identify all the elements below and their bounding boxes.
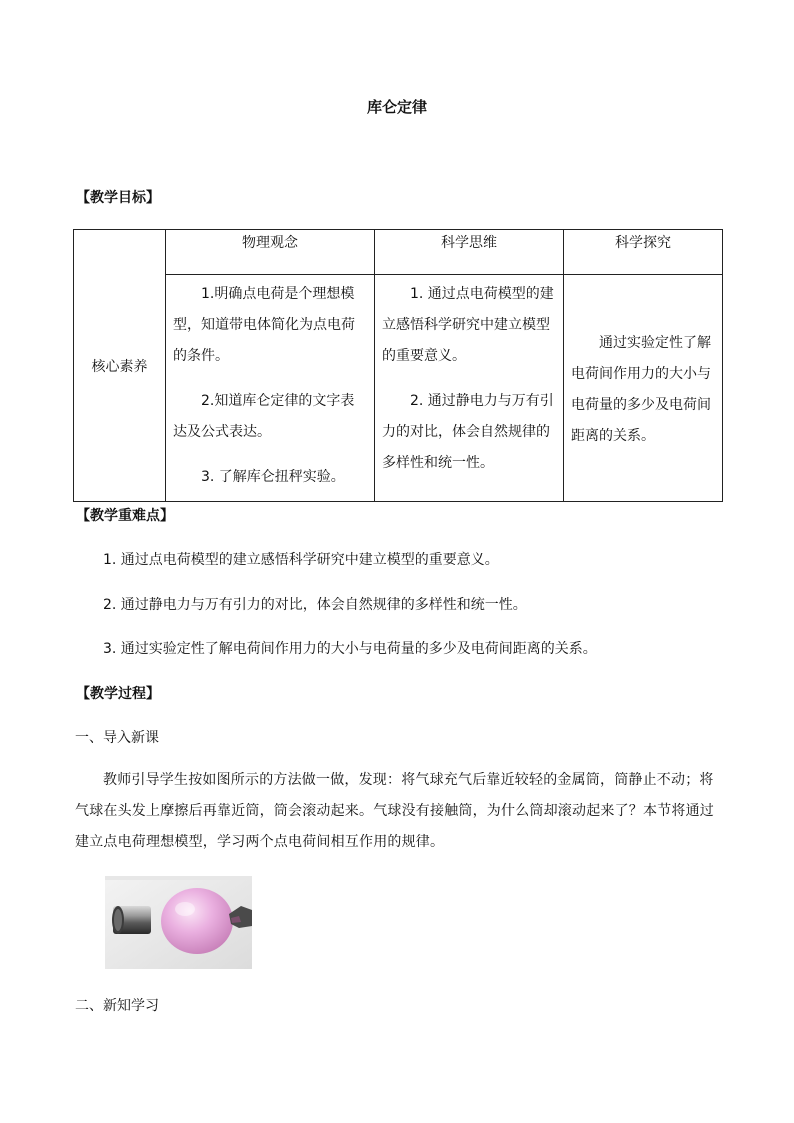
goal-item: 1.明确点电荷是个理想模型，知道带电体简化为点电荷的条件。: [173, 286, 355, 364]
goal-item: 2. 通过静电力与万有引力的对比，体会自然规律的多样性和统一性。: [382, 393, 554, 471]
part-heading-intro: 一、导入新课: [75, 730, 159, 746]
intro-paragraph: 教师引导学生按如图所示的方法做一做，发现：将气球充气后靠近较轻的金属筒，筒静止不动；将气球在头发上摩擦后再靠近筒，筒会滚动起来。气球没有接触筒，为什么筒却滚动起来了？本节将通过建立点电荷理想模型，学习两个点电荷间相互作用的规律。: [75, 772, 714, 850]
goal-item: 3. 了解库仑扭秤实验。: [201, 469, 345, 485]
key-point-item: 1. 通过点电荷模型的建立感悟科学研究中建立模型的重要意义。: [103, 552, 499, 568]
goals-table: [73, 229, 723, 502]
cell-scientific-inquiry: [564, 275, 723, 502]
goal-item: 1. 通过点电荷模型的建立感悟科学研究中建立模型的重要意义。: [382, 286, 554, 364]
part-heading-new-knowledge: 二、新知学习: [75, 998, 159, 1014]
section-heading-process: 【教学过程】: [76, 686, 160, 702]
goal-item: 2.知道库仑定律的文字表达及公式表达。: [173, 393, 355, 440]
page-title: 库仑定律: [366, 98, 427, 116]
goal-item: 通过实验定性了解电荷间作用力的大小与电荷量的多少及电荷间距离的关系。: [571, 335, 711, 444]
header-physics-concept: 物理观念: [166, 230, 375, 275]
section-heading-goals: 【教学目标】: [76, 190, 160, 206]
header-scientific-inquiry: 科学探究: [564, 230, 723, 275]
header-scientific-thinking: 科学思维: [375, 230, 564, 275]
row-label-core-literacy: 核心素养: [74, 230, 166, 502]
key-point-item: 2. 通过静电力与万有引力的对比，体会自然规律的多样性和统一性。: [103, 597, 527, 613]
balloon-can-photo: [105, 876, 252, 969]
key-point-item: 3. 通过实验定性了解电荷间作用力的大小与电荷量的多少及电荷间距离的关系。: [103, 641, 597, 657]
cell-physics-concept: [166, 275, 375, 502]
section-heading-key-points: 【教学重难点】: [76, 508, 174, 524]
cell-scientific-thinking: [375, 275, 564, 502]
